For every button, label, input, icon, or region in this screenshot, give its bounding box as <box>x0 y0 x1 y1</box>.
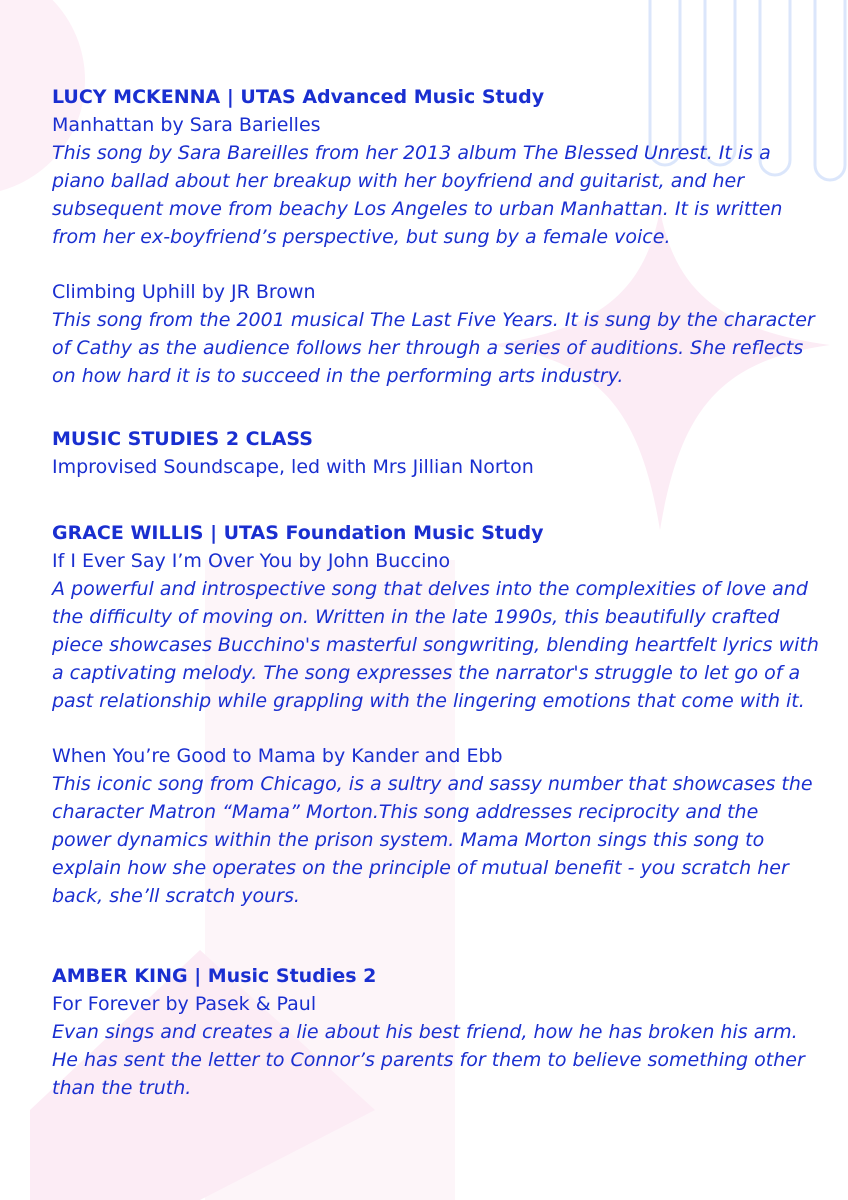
spacer <box>52 390 822 425</box>
section-heading: AMBER KING | Music Studies 2 <box>52 965 377 987</box>
spacer <box>52 715 822 742</box>
song-title: If I Ever Say I’m Over You by John Buccino <box>52 550 451 572</box>
section-heading: GRACE WILLIS | UTAS Foundation Music Study <box>52 522 544 544</box>
spacer <box>52 251 822 278</box>
performer-section <box>52 962 822 1102</box>
song-description: A powerful and introspective song that delves into the complexities of love and the difficulty of moving on. Written in the late 1990s, this beautifully crafted piece showcases Bucchino's masterful songwriting, blending heartfelt lyrics with a captivating melody. The song expresses the narrator's struggle to let go of a past relationship while grappling with the lingering emotions that come with it. <box>52 578 819 712</box>
song-title: When You’re Good to Mama by Kander and Ebb <box>52 745 503 767</box>
song-title: Climbing Uphill by JR Brown <box>52 281 316 303</box>
section-heading: MUSIC STUDIES 2 CLASS <box>52 428 313 450</box>
spacer <box>52 481 822 519</box>
song-title: Improvised Soundscape, led with Mrs Jillian Norton <box>52 456 534 478</box>
song-description: This song from the 2001 musical The Last Five Years. It is sung by the character of Cathy as the audience follows her through a series of auditions. She reflects on how hard it is to succeed in the performing arts industry. <box>52 309 815 387</box>
performer-section <box>52 83 822 390</box>
song-description: This iconic song from Chicago, is a sultry and sassy number that showcases the character Matron “Mama” Morton.This song addresses reciprocity and the power dynamics within the prison system. Mama Morton sings this song to explain how she operates on the principle of mutual benefit - you scratch her back, she’ll scratch yours. <box>52 773 813 907</box>
performer-section <box>52 519 822 910</box>
song-title: For Forever by Pasek & Paul <box>52 993 317 1015</box>
program-content <box>52 83 822 1102</box>
section-heading: LUCY MCKENNA | UTAS Advanced Music Study <box>52 86 545 108</box>
performer-section <box>52 425 822 481</box>
song-title: Manhattan by Sara Barielles <box>52 114 321 136</box>
song-description: Evan sings and creates a lie about his best friend, how he has broken his arm. He has sent the letter to Connor’s parents for them to believe something other than the truth. <box>52 1021 805 1099</box>
song-description: This song by Sara Bareilles from her 2013 album The Blessed Unrest. It is a piano ballad about her breakup with her boyfriend and guitarist, and her subsequent move from beachy Los Angeles to urban Manhattan. It is written from her ex-boyfriend’s perspective, but sung by a female voice. <box>52 142 783 248</box>
spacer <box>52 910 822 962</box>
